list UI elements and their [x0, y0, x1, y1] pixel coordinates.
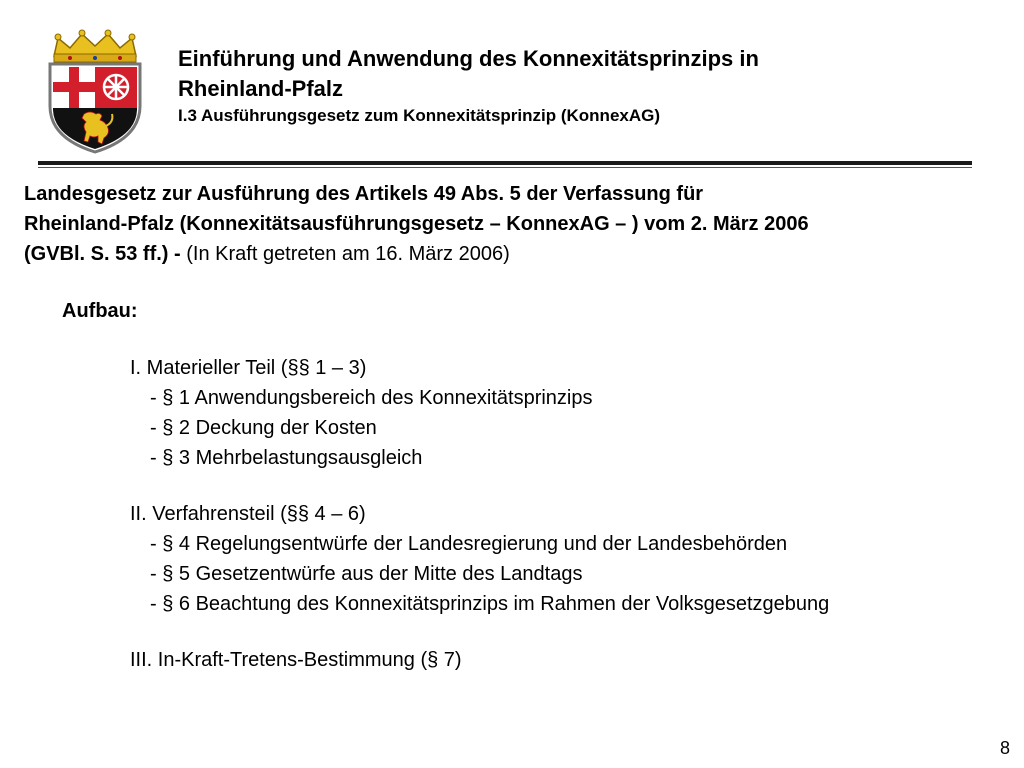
section-heading: II. Verfahrensteil (§§ 4 – 6) [130, 503, 366, 525]
section-heading: I. Materieller Teil (§§ 1 – 3) [130, 357, 367, 379]
list-item: - § 4 Regelungsentwürfe der Landesregierung und der Landesbehörden [150, 533, 788, 555]
title-line-2: Rheinland-Pfalz [178, 76, 344, 101]
page-number: 8 [999, 738, 1010, 758]
intro-line-3 [24, 239, 1004, 269]
section-in-kraft-tretens [130, 645, 462, 675]
list-item: - § 2 Deckung der Kosten [150, 417, 377, 439]
header-divider [38, 161, 972, 168]
title-line-1: Einführung und Anwendung des Konnexitätsprinzips in [178, 46, 759, 71]
list-item: - § 3 Mehrbelastungsausgleich [150, 447, 423, 469]
section-heading: III. In-Kraft-Tretens-Bestimmung (§ 7) [130, 649, 462, 671]
page-title [178, 44, 759, 104]
list-item: - § 1 Anwendungsbereich des Konnexitätsprinzips [150, 387, 593, 409]
list-item: - § 6 Beachtung des Konnexitätsprinzips im Rahmen der Volksgesetzgebung [150, 593, 830, 615]
coat-of-arms-logo [40, 26, 150, 154]
page-subtitle: I.3 Ausführungsgesetz zum Konnexitätsprinzip (KonnexAG) [178, 106, 661, 125]
list-item: - § 5 Gesetzentwürfe aus der Mitte des Landtags [150, 563, 583, 585]
intro-effective-date: (In Kraft getreten am 16. März 2006) [186, 243, 510, 265]
wheel-icon [104, 75, 128, 99]
crest-icon [40, 26, 150, 154]
section-materieller-teil [130, 353, 593, 473]
intro-line-1: Landesgesetz zur Ausführung des Artikels 49 Abs. 5 der Verfassung für [24, 183, 704, 205]
crown-icon [54, 30, 136, 62]
aufbau-label: Aufbau: [62, 300, 138, 322]
intro-paragraph [24, 179, 1004, 269]
intro-citation: (GVBl. S. 53 ff.) - [24, 243, 187, 265]
section-verfahrensteil [130, 499, 829, 619]
intro-line-2: Rheinland-Pfalz (Konnexitätsausführungsgesetz – KonnexAG – ) vom 2. März 2006 [24, 213, 809, 235]
header [178, 44, 759, 127]
